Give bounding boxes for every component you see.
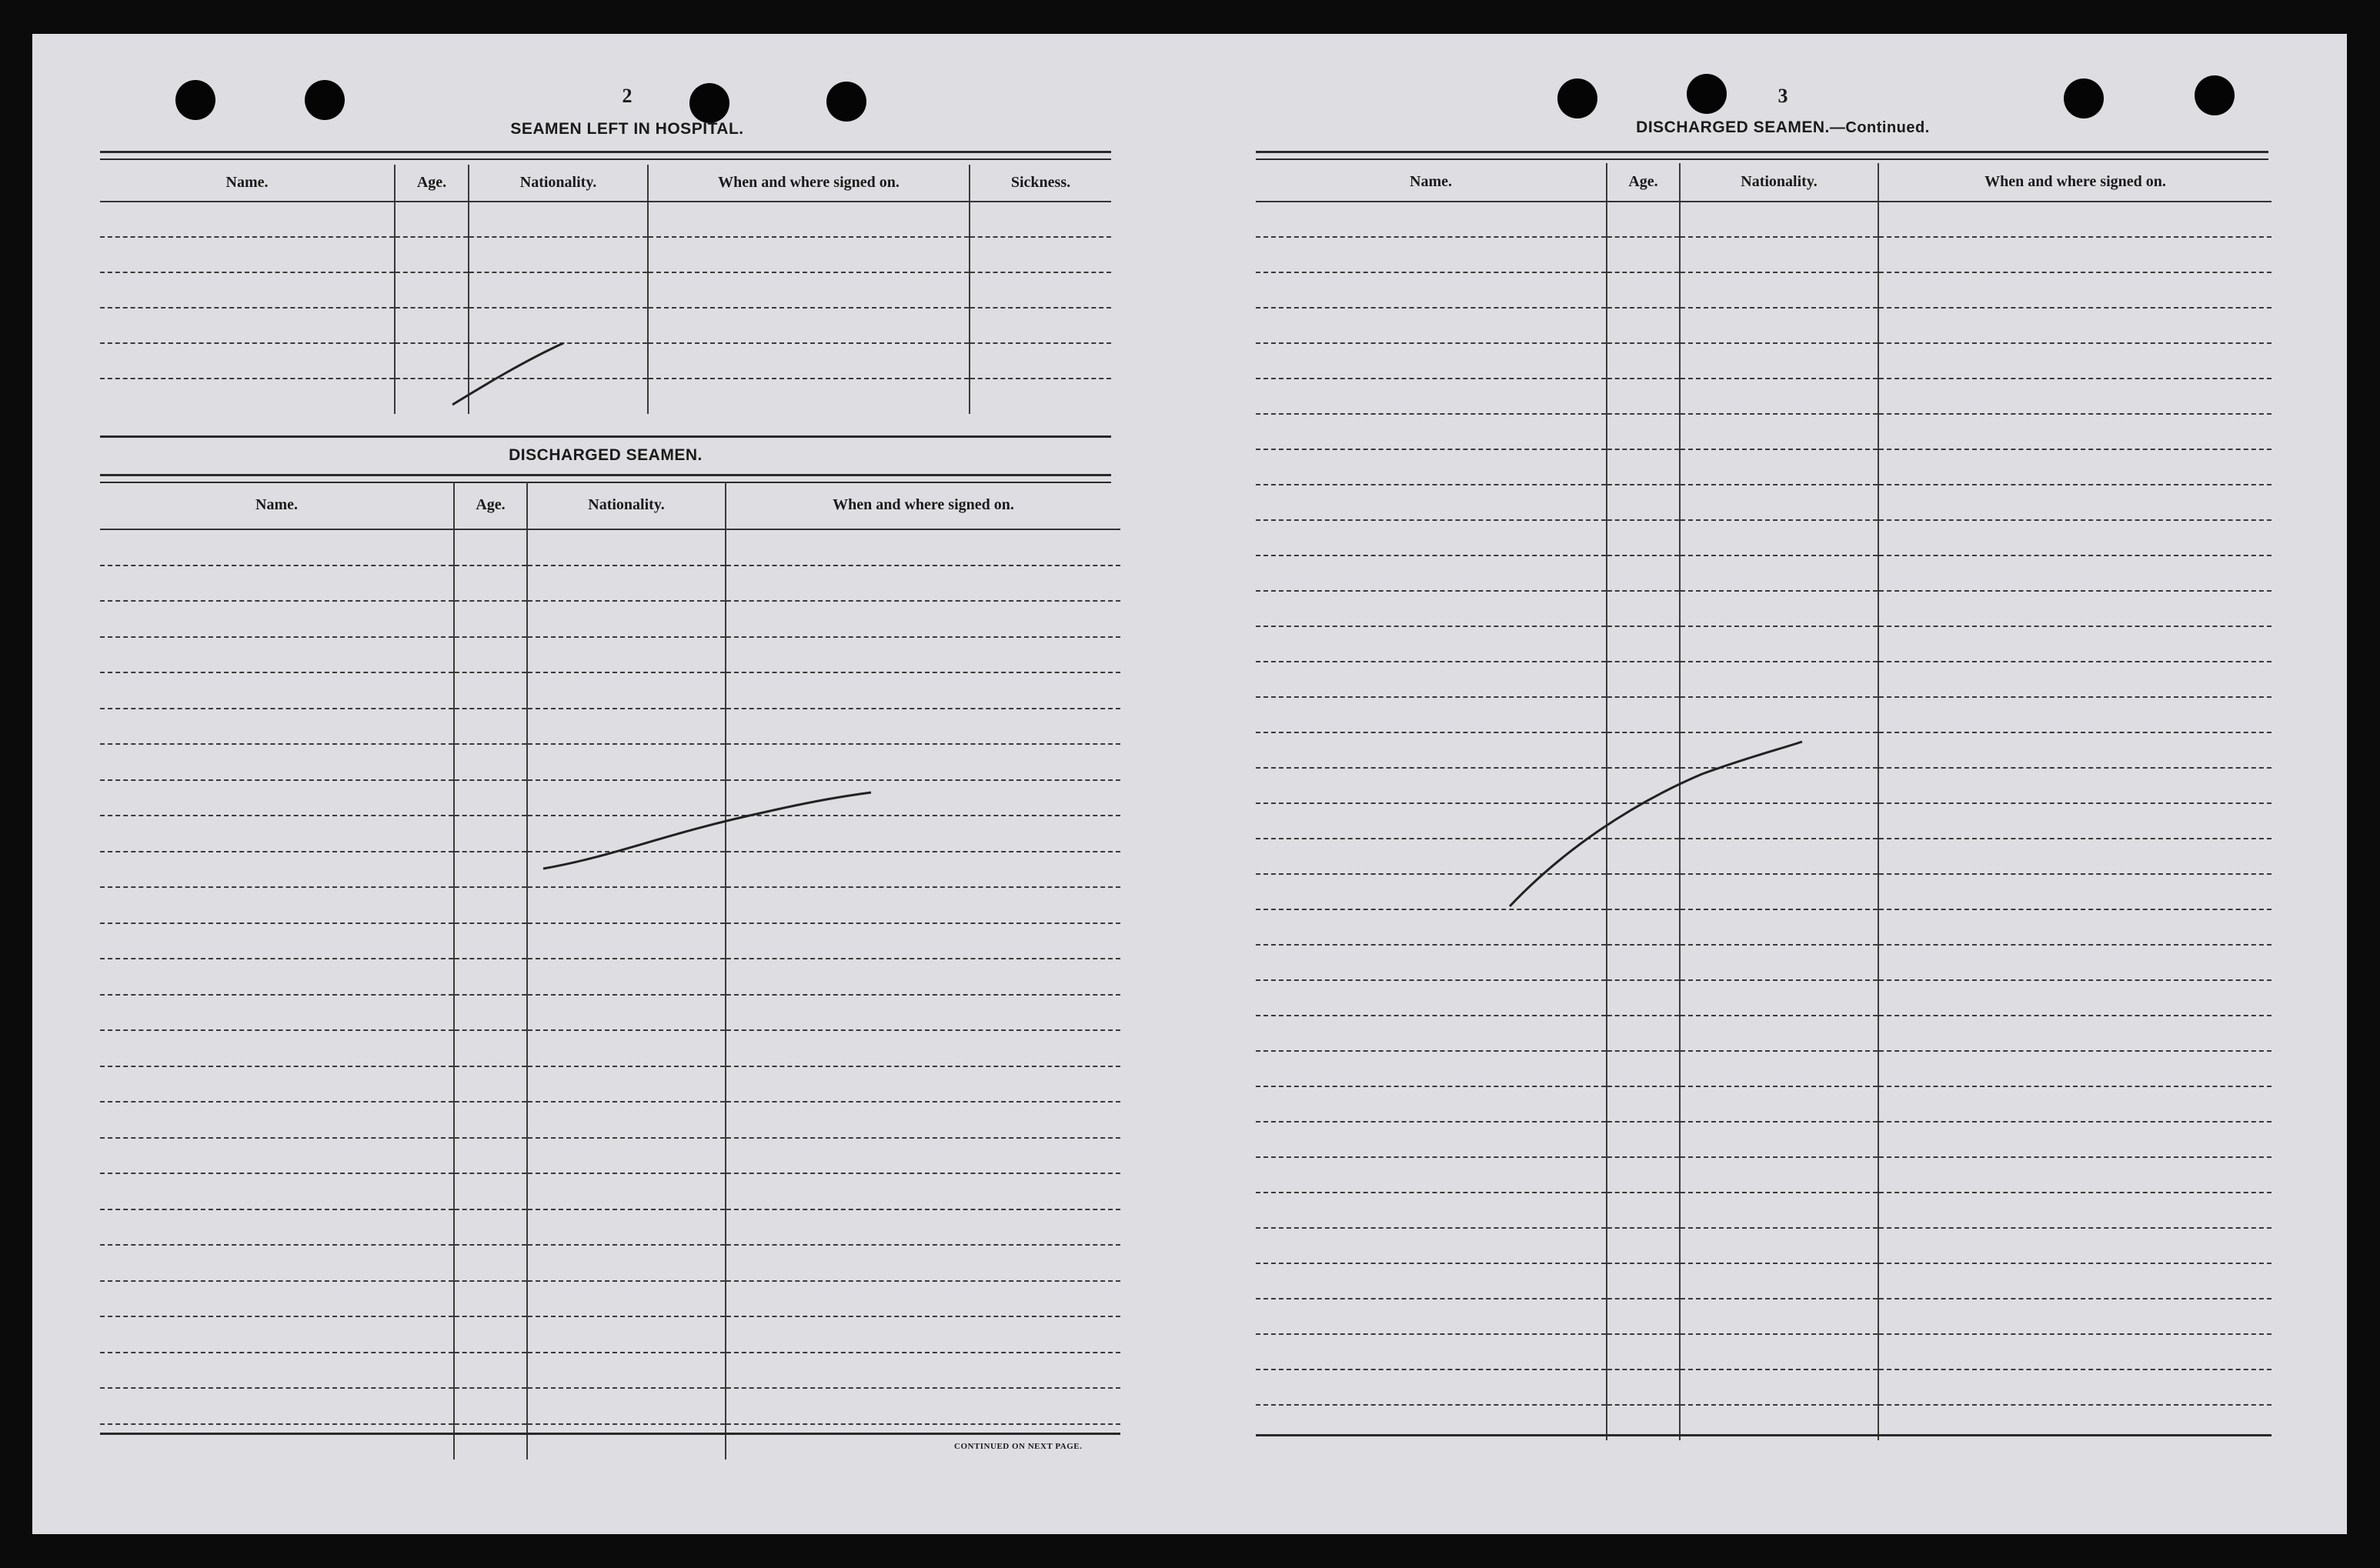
column-header-age: Age.	[395, 165, 469, 202]
scanned-document-sheet	[32, 34, 2347, 1534]
section-title-suffix: —Continued.	[1829, 119, 1930, 136]
pen-stroke-hospital	[452, 343, 563, 405]
column-header-name: Name.	[100, 482, 454, 529]
page-number: 3	[1777, 85, 1788, 107]
column-header-age: Age.	[1607, 163, 1680, 202]
continued-note: CONTINUED ON NEXT PAGE.	[954, 1442, 1083, 1451]
column-header-age: Age.	[454, 482, 527, 529]
column-header-name: Name.	[1256, 163, 1607, 202]
pen-strokes	[32, 34, 2347, 1534]
hospital-section-title: SEAMEN LEFT IN HOSPITAL.	[510, 120, 744, 138]
page-number: 2	[622, 85, 633, 107]
pen-stroke-discharged	[543, 792, 871, 869]
section-title-main: DISCHARGED SEAMEN.	[1636, 118, 1830, 136]
column-header-nationality: Nationality.	[1680, 163, 1878, 202]
column-header-nationality: Nationality.	[527, 482, 726, 529]
column-header-sickness: Sickness.	[970, 165, 1111, 202]
column-header-signed-on: When and where signed on.	[648, 165, 970, 202]
column-header-nationality: Nationality.	[469, 165, 648, 202]
discharged-section-title: DISCHARGED SEAMEN.	[509, 446, 703, 464]
column-header-signed-on: When and where signed on.	[1878, 163, 2272, 202]
column-header-signed-on: When and where signed on.	[726, 482, 1120, 529]
column-header-name: Name.	[100, 165, 395, 202]
pen-stroke-continued	[1510, 742, 1802, 906]
